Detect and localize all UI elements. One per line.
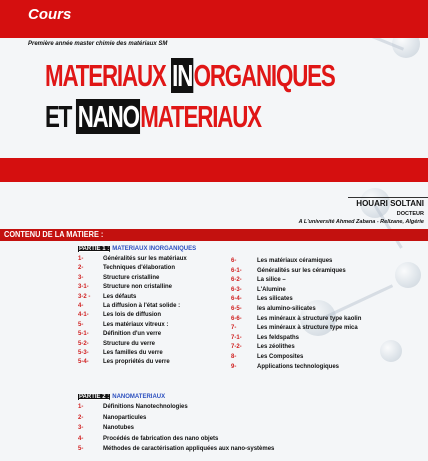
list-item bbox=[231, 258, 332, 264]
list-item bbox=[78, 265, 175, 271]
list-item-label: Généralités sur les matériaux bbox=[103, 256, 187, 262]
list-item-label: Les feldspaths bbox=[257, 334, 300, 341]
list-item bbox=[78, 341, 155, 347]
list-item-label: Définition d'un verre bbox=[103, 331, 162, 338]
list-item-number: 6-5- bbox=[231, 306, 242, 312]
list-item-label: Définitions Nanotechnologies bbox=[103, 404, 188, 410]
list-item-label: L'Alumine bbox=[257, 286, 286, 293]
part-2-heading bbox=[78, 394, 165, 400]
list-item bbox=[231, 335, 299, 341]
list-item-number: 6-4- bbox=[231, 296, 242, 303]
list-item bbox=[231, 277, 286, 283]
list-item bbox=[78, 359, 170, 365]
title-segment: MATERIAUX bbox=[45, 58, 171, 93]
list-item-number: 5-2- bbox=[78, 340, 89, 347]
list-item bbox=[78, 322, 168, 328]
list-item-label: Les propriétés du verre bbox=[103, 359, 170, 366]
list-item bbox=[231, 306, 316, 312]
list-item-label: La silice – bbox=[257, 277, 286, 284]
list-item-number: 7-1- bbox=[231, 334, 242, 341]
list-item-number: 5- bbox=[78, 321, 84, 328]
list-item-label: Applications technologiques bbox=[257, 363, 340, 370]
title-line-1 bbox=[45, 58, 335, 94]
list-item-label: Les matériaux céramiques bbox=[257, 258, 333, 264]
list-item-number: 8- bbox=[231, 354, 237, 360]
part-1-title: MATERIAUX INORGANIQUES bbox=[112, 246, 197, 252]
list-item bbox=[78, 284, 172, 290]
list-item-number: 6- bbox=[231, 258, 237, 264]
list-item-label: Structure non cristalline bbox=[103, 284, 173, 291]
title-segment: ORGANIQUES bbox=[193, 58, 335, 93]
list-item-number: 3- bbox=[78, 425, 84, 432]
list-item-label: Les lois de diffusion bbox=[103, 312, 162, 319]
list-item-number: 7- bbox=[231, 325, 237, 332]
list-item bbox=[78, 331, 161, 337]
list-item bbox=[78, 303, 180, 309]
list-item bbox=[231, 344, 295, 350]
list-item bbox=[78, 350, 163, 356]
list-item-number: 4- bbox=[78, 435, 84, 442]
list-item bbox=[231, 364, 339, 370]
title-segment: MATERIAUX bbox=[140, 99, 261, 134]
list-item-number: 5- bbox=[78, 446, 84, 453]
list-item-label: Généralités sur les céramiques bbox=[257, 267, 346, 274]
list-item-number: 4- bbox=[78, 303, 84, 309]
author-name: HOUARI SOLTANI bbox=[356, 199, 424, 208]
list-item bbox=[231, 268, 346, 274]
list-item-number: 2- bbox=[78, 414, 84, 421]
part-1-label: PARTIE 1 : bbox=[79, 246, 110, 252]
list-item-number: 3-1- bbox=[78, 284, 89, 291]
list-item-number: 1- bbox=[78, 256, 84, 262]
list-item-number: 1- bbox=[78, 404, 84, 410]
list-item bbox=[231, 296, 293, 302]
list-item-label: Les Composites bbox=[257, 354, 304, 360]
list-item-label: Les familles du verre bbox=[103, 350, 163, 356]
list-item bbox=[78, 404, 188, 410]
list-item bbox=[231, 325, 358, 331]
list-item bbox=[78, 294, 136, 300]
title-line-2 bbox=[45, 99, 261, 135]
list-item-label: Méthodes de caractérisation appliquées aux nano-systèmes bbox=[103, 446, 275, 453]
list-item-label: Les matériaux vitreux : bbox=[103, 321, 169, 328]
list-item-label: Les zéolithes bbox=[257, 344, 295, 351]
list-item bbox=[78, 446, 274, 452]
list-item-label: Structure du verre bbox=[103, 340, 156, 347]
list-item-number: 2- bbox=[78, 265, 84, 272]
part-1-heading bbox=[78, 246, 196, 252]
list-item-label: Structure cristalline bbox=[103, 274, 160, 281]
contents-bar bbox=[0, 229, 428, 241]
author-title: DOCTEUR bbox=[396, 211, 424, 217]
list-item-number: 3- bbox=[78, 274, 84, 281]
list-item bbox=[231, 287, 286, 293]
list-item bbox=[78, 425, 134, 431]
list-item bbox=[231, 354, 303, 360]
list-item-number: 4-1- bbox=[78, 312, 89, 319]
list-item bbox=[78, 436, 218, 442]
list-item bbox=[231, 316, 361, 322]
list-item-number: 3-2 - bbox=[78, 293, 91, 300]
list-item-label: Les défauts bbox=[103, 293, 137, 300]
list-item-number: 5-3- bbox=[78, 350, 89, 356]
title-segment: ET bbox=[45, 99, 77, 134]
list-item-label: Les silicates bbox=[257, 296, 293, 303]
list-item-label: Techniques d'élaboration bbox=[103, 265, 175, 272]
list-item-number: 6-2- bbox=[231, 277, 242, 284]
list-item-label: La diffusion à l'état solide : bbox=[103, 303, 181, 309]
molecule-sphere bbox=[380, 340, 402, 362]
title-segment: NANO bbox=[77, 99, 139, 134]
molecule-sphere bbox=[395, 262, 421, 288]
list-item bbox=[78, 415, 146, 421]
list-item-label: Les minéraux à structure type mica bbox=[257, 325, 358, 332]
title-segment: IN bbox=[172, 58, 193, 93]
header-bar bbox=[0, 0, 428, 38]
list-item-label: Nanotubes bbox=[103, 425, 135, 432]
list-item bbox=[78, 256, 187, 262]
course-label: Cours bbox=[28, 6, 72, 23]
author-rule bbox=[348, 197, 428, 198]
title-divider-band bbox=[0, 158, 428, 182]
part-2-label: PARTIE 2 : bbox=[79, 394, 110, 400]
course-subtitle: Première année master chimie des matériaux SM bbox=[28, 41, 168, 47]
list-item-label: Nanoparticules bbox=[103, 414, 147, 421]
list-item-label: les alumino-silicates bbox=[257, 306, 316, 312]
list-item-number: 6-6- bbox=[231, 315, 242, 322]
list-item-number: 5-1- bbox=[78, 331, 89, 338]
list-item bbox=[78, 312, 161, 318]
list-item-label: Les minéraux à structure type kaolin bbox=[257, 315, 362, 322]
list-item-label: Procédés de fabrication des nano objets bbox=[103, 435, 219, 442]
list-item-number: 7-2- bbox=[231, 344, 242, 351]
list-item-number: 6-1- bbox=[231, 267, 242, 274]
contents-heading: CONTENU DE LA MATIERE : bbox=[4, 230, 104, 239]
list-item-number: 9- bbox=[231, 363, 237, 370]
list-item bbox=[78, 275, 159, 281]
list-item-number: 5-4- bbox=[78, 359, 89, 366]
author-affiliation: A L'université Ahmed Zabana - Relizane, Algérie bbox=[298, 219, 424, 225]
list-item-number: 6-3- bbox=[231, 286, 242, 293]
part-2-title: NANOMATERIAUX bbox=[112, 394, 166, 400]
